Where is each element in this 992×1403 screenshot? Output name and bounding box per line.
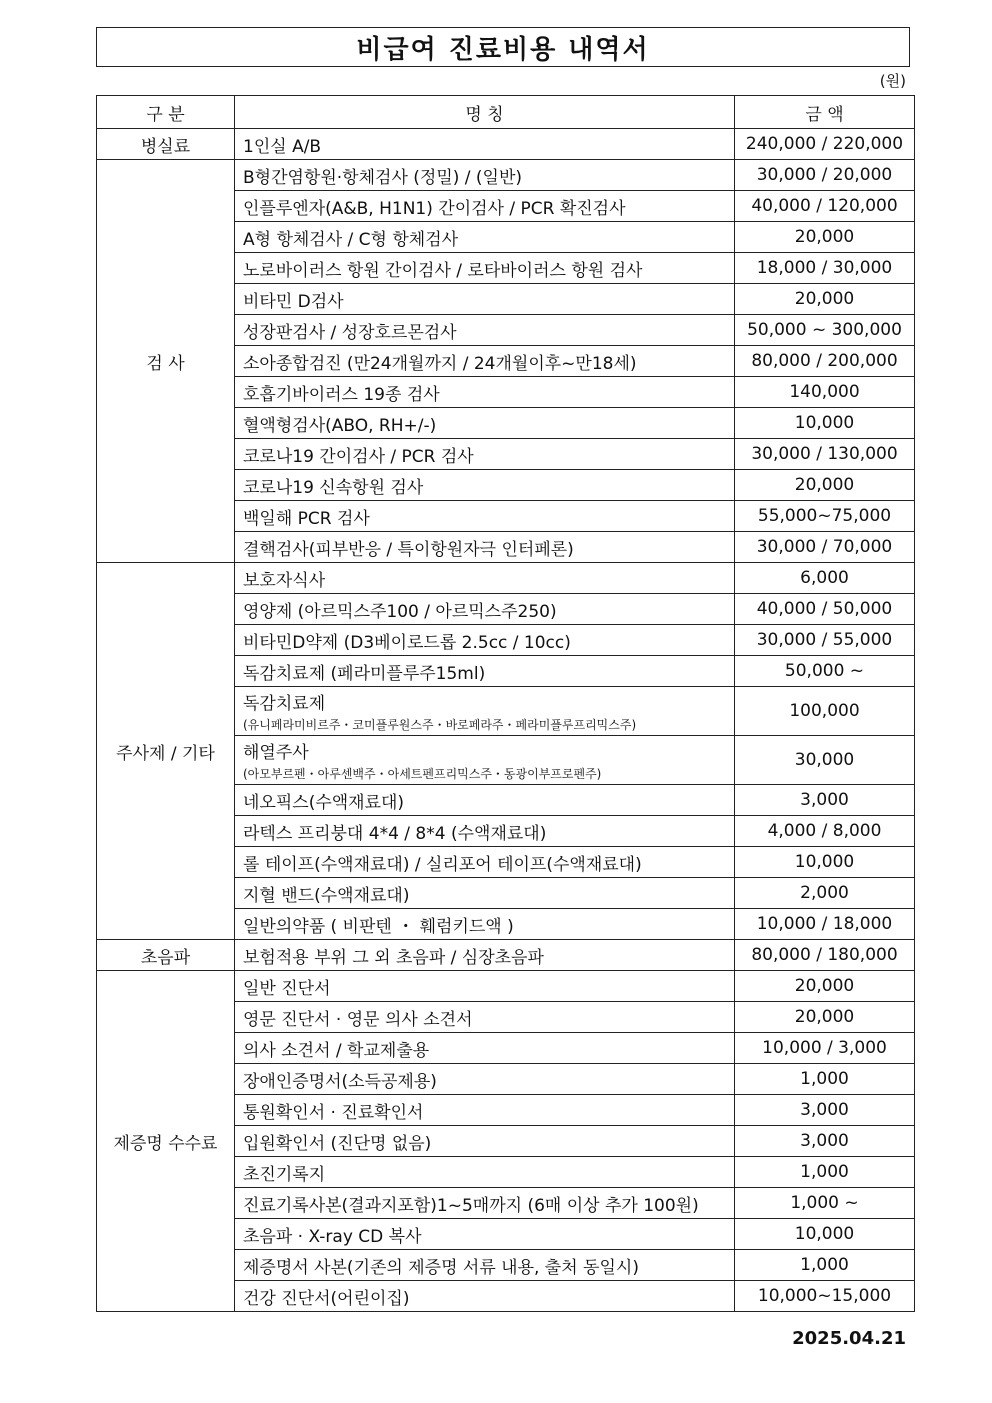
item-name: 1인실 A/B bbox=[243, 136, 322, 157]
item-name-cell bbox=[235, 1250, 735, 1281]
header-category: 구 분 bbox=[97, 96, 235, 129]
item-name-cell bbox=[235, 439, 735, 470]
item-name-cell bbox=[235, 315, 735, 346]
item-name: 제증명서 사본(기존의 제증명 서류 내용, 출처 동일시) bbox=[243, 1257, 639, 1278]
item-amount: 140,000 bbox=[735, 377, 915, 408]
category-cell: 병실료 bbox=[97, 129, 235, 160]
item-name: 백일해 PCR 검사 bbox=[243, 508, 370, 529]
item-name: 비타민D약제 (D3베이로드롭 2.5cc / 10cc) bbox=[243, 632, 571, 653]
item-amount: 10,000 / 3,000 bbox=[735, 1033, 915, 1064]
item-name-cell bbox=[235, 656, 735, 687]
item-name-cell bbox=[235, 222, 735, 253]
item-name-cell bbox=[235, 1188, 735, 1219]
table-row bbox=[97, 129, 915, 160]
item-amount: 1,000 bbox=[735, 1064, 915, 1095]
item-amount: 10,000 bbox=[735, 847, 915, 878]
item-name-cell bbox=[235, 563, 735, 594]
item-name: 영문 진단서 · 영문 의사 소견서 bbox=[243, 1009, 473, 1030]
item-name: 초음파 · X-ray CD 복사 bbox=[243, 1226, 422, 1247]
fee-table bbox=[96, 95, 915, 1312]
item-name: 코로나19 간이검사 / PCR 검사 bbox=[243, 446, 474, 467]
item-name: 지혈 밴드(수액재료대) bbox=[243, 885, 410, 906]
item-amount: 40,000 / 120,000 bbox=[735, 191, 915, 222]
item-name: 호흡기바이러스 19종 검사 bbox=[243, 384, 440, 405]
table-row bbox=[97, 940, 915, 971]
item-amount: 1,000 bbox=[735, 1157, 915, 1188]
fee-table-body bbox=[97, 129, 915, 1312]
item-name-cell bbox=[235, 847, 735, 878]
item-name: 진료기록사본(결과지포함)1~5매까지 (6매 이상 추가 100원) bbox=[243, 1195, 699, 1216]
item-name-cell bbox=[235, 785, 735, 816]
item-amount: 10,000 bbox=[735, 408, 915, 439]
item-amount: 18,000 / 30,000 bbox=[735, 253, 915, 284]
category-cell: 초음파 bbox=[97, 940, 235, 971]
item-name-cell bbox=[235, 816, 735, 847]
table-row bbox=[97, 160, 915, 191]
item-amount: 20,000 bbox=[735, 971, 915, 1002]
item-name: 입원확인서 (진단명 없음) bbox=[243, 1133, 432, 1154]
currency-unit: (원) bbox=[879, 72, 906, 90]
item-name: 코로나19 신속항원 검사 bbox=[243, 477, 424, 498]
item-amount: 6,000 bbox=[735, 563, 915, 594]
category-cell: 주사제 / 기타 bbox=[97, 563, 235, 940]
item-name: 노로바이러스 항원 간이검사 / 로타바이러스 항원 검사 bbox=[243, 260, 643, 281]
item-amount: 20,000 bbox=[735, 222, 915, 253]
item-name: 독감치료제 (페라미플루주15ml) bbox=[243, 663, 486, 684]
table-row bbox=[97, 563, 915, 594]
item-name-cell bbox=[235, 1126, 735, 1157]
item-name: 장애인증명서(소득공제용) bbox=[243, 1071, 437, 1092]
item-name: 보험적용 부위 그 외 초음파 / 심장초음파 bbox=[243, 947, 544, 968]
item-name: 라텍스 프리붕대 4*4 / 8*4 (수액재료대) bbox=[243, 823, 547, 844]
category-cell: 제증명 수수료 bbox=[97, 971, 235, 1312]
item-name: 보호자식사 bbox=[243, 570, 326, 591]
item-name: 네오픽스(수액재료대) bbox=[243, 792, 405, 813]
item-amount: 1,000 ~ bbox=[735, 1188, 915, 1219]
item-name-cell bbox=[235, 687, 735, 736]
item-name: A형 항체검사 / C형 항체검사 bbox=[243, 229, 459, 250]
item-amount: 10,000 bbox=[735, 1219, 915, 1250]
category-cell: 검 사 bbox=[97, 160, 235, 563]
item-amount: 20,000 bbox=[735, 284, 915, 315]
item-amount: 50,000 ~ 300,000 bbox=[735, 315, 915, 346]
document-date: 2025.04.21 bbox=[792, 1328, 906, 1349]
item-name: 비타민 D검사 bbox=[243, 291, 344, 312]
item-name: 건강 진단서(어린이집) bbox=[243, 1288, 410, 1309]
item-name: 결핵검사(피부반응 / 특이항원자극 인터페론) bbox=[243, 539, 574, 560]
item-name-cell bbox=[235, 1002, 735, 1033]
item-name-cell bbox=[235, 532, 735, 563]
item-amount: 30,000 / 130,000 bbox=[735, 439, 915, 470]
item-amount: 10,000 / 18,000 bbox=[735, 909, 915, 940]
item-amount: 40,000 / 50,000 bbox=[735, 594, 915, 625]
item-name: 독감치료제 bbox=[243, 694, 326, 714]
item-name-cell bbox=[235, 1281, 735, 1312]
item-name-cell bbox=[235, 191, 735, 222]
item-name-cell bbox=[235, 1095, 735, 1126]
header-name: 명 칭 bbox=[235, 96, 735, 129]
item-amount: 55,000~75,000 bbox=[735, 501, 915, 532]
item-amount: 30,000 / 20,000 bbox=[735, 160, 915, 191]
item-name-cell bbox=[235, 940, 735, 971]
item-name-cell bbox=[235, 594, 735, 625]
item-name: 인플루엔자(A&B, H1N1) 간이검사 / PCR 확진검사 bbox=[243, 198, 626, 219]
item-amount: 100,000 bbox=[735, 687, 915, 736]
item-name: 혈액형검사(ABO, RH+/-) bbox=[243, 415, 437, 436]
item-name: 영양제 (아르믹스주100 / 아르믹스주250) bbox=[243, 601, 557, 622]
item-name-cell bbox=[235, 284, 735, 315]
item-name-cell bbox=[235, 909, 735, 940]
item-name: 의사 소견서 / 학교제출용 bbox=[243, 1040, 430, 1061]
item-name-cell bbox=[235, 346, 735, 377]
item-amount: 30,000 / 70,000 bbox=[735, 532, 915, 563]
item-name: 일반 진단서 bbox=[243, 978, 331, 999]
item-name: 성장판검사 / 성장호르몬검사 bbox=[243, 322, 457, 343]
item-amount: 1,000 bbox=[735, 1250, 915, 1281]
item-name-cell bbox=[235, 160, 735, 191]
item-name: 롤 테이프(수액재료대) / 실리포어 테이프(수액재료대) bbox=[243, 854, 642, 875]
item-subtext: (유니페라미비르주・코미플루원스주・바로페라주・페라미플루프리믹스주) bbox=[243, 718, 637, 732]
item-amount: 50,000 ~ bbox=[735, 656, 915, 687]
item-amount: 4,000 / 8,000 bbox=[735, 816, 915, 847]
item-amount: 20,000 bbox=[735, 1002, 915, 1033]
item-amount: 30,000 / 55,000 bbox=[735, 625, 915, 656]
item-amount: 20,000 bbox=[735, 470, 915, 501]
header-amount: 금 액 bbox=[735, 96, 915, 129]
table-header-row bbox=[97, 96, 915, 129]
item-name: 소아종합검진 (만24개월까지 / 24개월이후~만18세) bbox=[243, 353, 637, 374]
table-row bbox=[97, 971, 915, 1002]
item-name-cell bbox=[235, 377, 735, 408]
item-subtext: (아모부르펜・아루센백주・아세트펜프리믹스주・동광이부프로펜주) bbox=[243, 767, 602, 781]
item-name-cell bbox=[235, 253, 735, 284]
item-name-cell bbox=[235, 501, 735, 532]
item-name: 해열주사 bbox=[243, 743, 309, 763]
item-amount: 10,000~15,000 bbox=[735, 1281, 915, 1312]
item-amount: 30,000 bbox=[735, 736, 915, 785]
item-name: 일반의약품 ( 비판텐 ・ 훼럼키드액 ) bbox=[243, 916, 514, 937]
item-name-cell bbox=[235, 971, 735, 1002]
item-amount: 80,000 / 180,000 bbox=[735, 940, 915, 971]
item-amount: 240,000 / 220,000 bbox=[735, 129, 915, 160]
item-amount: 3,000 bbox=[735, 785, 915, 816]
item-name-cell bbox=[235, 470, 735, 501]
item-name-cell bbox=[235, 1157, 735, 1188]
item-amount: 3,000 bbox=[735, 1095, 915, 1126]
document-title: 비급여 진료비용 내역서 bbox=[356, 34, 650, 65]
item-name-cell bbox=[235, 625, 735, 656]
item-name-cell bbox=[235, 878, 735, 909]
item-name-cell bbox=[235, 408, 735, 439]
title-box bbox=[96, 27, 910, 67]
item-amount: 2,000 bbox=[735, 878, 915, 909]
item-name-cell bbox=[235, 1219, 735, 1250]
item-name: 통원확인서 · 진료확인서 bbox=[243, 1102, 424, 1123]
item-name: B형간염항원·항체검사 (정밀) / (일반) bbox=[243, 167, 523, 188]
item-name-cell bbox=[235, 736, 735, 785]
item-amount: 3,000 bbox=[735, 1126, 915, 1157]
item-name: 초진기록지 bbox=[243, 1164, 326, 1185]
item-name-cell bbox=[235, 1064, 735, 1095]
item-amount: 80,000 / 200,000 bbox=[735, 346, 915, 377]
item-name-cell bbox=[235, 1033, 735, 1064]
item-name-cell bbox=[235, 129, 735, 160]
